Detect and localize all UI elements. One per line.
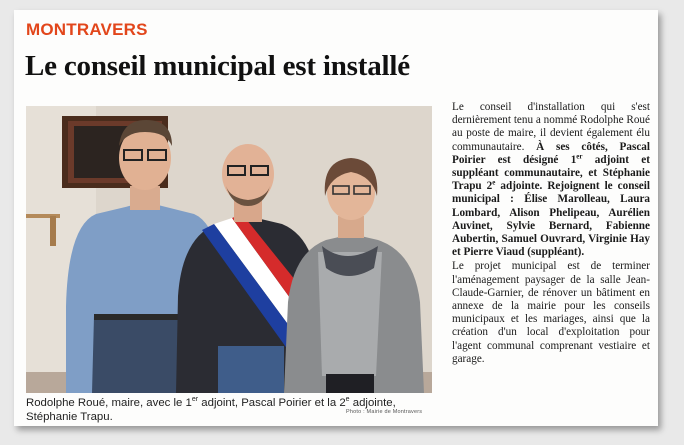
photo-illustration [26, 106, 432, 393]
photo-caption: Rodolphe Roué, maire, avec le 1er adjoint, Pascal Poirier et la 2e adjointe, Stéphanie Trapu. [26, 396, 396, 423]
article-body [452, 101, 650, 366]
article-photo [26, 106, 432, 393]
paragraph-2: Le projet municipal est de terminer l'aménagement paysager de la salle Jean-Claude-Garnier, de rénover un bâtiment en annexe de la mairie pour les conseils municipaux et les mariages, ainsi que la création d'un local d'exploitation pour l'agent communal comprenant vestiaire et garage. [452, 260, 650, 365]
newspaper-clipping [14, 10, 658, 426]
paragraph-1: Le conseil d'installation qui s'est dernièrement tenu a nommé Rodolphe Roué au poste de maire, il devient également élu communautaire. À ses côtés, Pascal Poirier est désigné 1er adjoint et suppléant communautaire, et Stéphanie Trapu 2e adjointe. Rejoignent le conseil municipal : Élise Marolleau, Laura Lombard, Alison Phelipeau, Aurélien Auvinet, Sylvie Bernard, Fabienne Aubertin, Samuel Ouvrard, Virginie Hay et Pierre Viaud (suppléant). [452, 101, 650, 259]
section-rubric: MONTRAVERS [26, 20, 148, 39]
headline: Le conseil municipal est installé [25, 50, 410, 82]
photo-credit: Photo : Mairie de Montravers [346, 409, 423, 415]
